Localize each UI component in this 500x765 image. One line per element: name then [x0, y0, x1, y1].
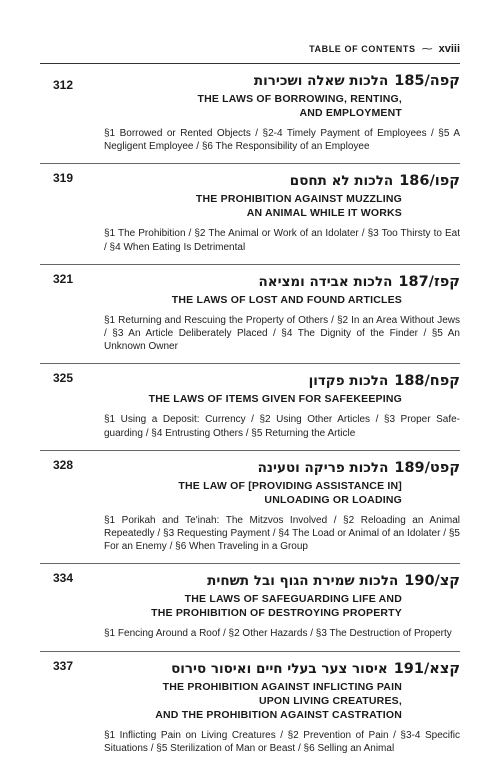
entry-page-number: 312	[53, 78, 74, 92]
hebrew-title: איסור צער בעלי חיים ואיסור סירוס	[171, 660, 388, 677]
english-title-line: THE LAW OF [PROVIDING ASSISTANCE IN]	[178, 479, 402, 492]
entry-description: §1 Inflicting Pain on Living Creatures / §2 Prevention of Pain / §3-4 Specific Situations / §5 Sterilization of Man or Beast / §6 Selling an Animal	[104, 729, 460, 754]
english-title-line: THE LAWS OF LOST AND FOUND ARTICLES	[171, 293, 402, 306]
hebrew-title: הלכות לא תחסם	[289, 173, 394, 190]
entry-heading	[40, 170, 460, 192]
siman-number: קצ/190	[404, 573, 460, 590]
header-rule	[40, 63, 460, 64]
page-header	[40, 42, 460, 55]
toc-entry[interactable]	[40, 651, 460, 755]
english-title-line: AND THE PROHIBITION AGAINST CASTRATION	[155, 708, 402, 721]
entry-heading	[40, 370, 460, 392]
english-title	[40, 680, 402, 722]
entry-page-number: 319	[53, 171, 74, 186]
toc-entry[interactable]	[40, 563, 460, 640]
entry-heading	[40, 658, 460, 680]
english-title	[40, 92, 402, 120]
hebrew-title: הלכות שאלה ושכירות	[253, 73, 389, 89]
entry-page-number: 325	[53, 371, 74, 386]
hebrew-title: הלכות פקדון	[308, 373, 389, 390]
entry-description: §1 Returning and Rescuing the Property of Others / §2 In an Area Without Jews / §3 An Article Deliberately Placed / §4 The Dignity of the Finder / §5 An Unknown Owner	[104, 314, 460, 353]
entry-description: §1 Fencing Around a Roof / §2 Other Hazards / §3 The Destruction of Property	[104, 628, 452, 640]
english-title-line: THE LAWS OF BORROWING, RENTING,	[197, 93, 402, 105]
english-title	[40, 293, 402, 307]
english-title	[40, 479, 402, 507]
entry-description: §1 The Prohibition / §2 The Animal or Work of an Idolater / §3 Too Thirsty to Eat / §4 When Eating Is Detrimental	[104, 228, 460, 253]
english-title-line: AN ANIMAL WHILE IT WORKS	[246, 207, 402, 220]
siman-number: קפט/189	[394, 459, 460, 476]
toc-entry[interactable]	[40, 450, 460, 554]
english-title-line: THE PROHIBITION OF DESTROYING PROPERTY	[151, 607, 402, 620]
english-title-line: UPON LIVING CREATURES,	[258, 694, 402, 707]
toc-entries	[40, 70, 460, 765]
entry-heading	[40, 271, 460, 293]
ornament-icon: ⁓	[421, 43, 433, 55]
entry-page-number: 328	[53, 457, 74, 472]
toc-entry[interactable]	[40, 70, 460, 153]
english-title-line: UNLOADING OR LOADING	[264, 493, 402, 506]
siman-number: קפז/187	[398, 273, 460, 290]
english-title	[40, 192, 402, 220]
entry-page-number: 321	[53, 271, 74, 286]
entry-description: §1 Borrowed or Rented Objects / §2-4 Timely Payment of Employees / §5 A Negligent Employee / §6 The Responsibility of an Employee	[104, 128, 460, 153]
entry-heading	[40, 70, 460, 92]
entry-page-number: 334	[53, 571, 74, 586]
entry-description: §1 Using a Deposit: Currency / §2 Using Other Articles / §3 Proper Safe-guarding / §4 Entrusting Others / §5 Returning the Article	[104, 414, 460, 439]
entry-heading	[40, 457, 460, 479]
toc-entry[interactable]	[40, 363, 460, 439]
hebrew-title: הלכות אבידה ומציאה	[258, 273, 393, 290]
hebrew-title: הלכות שמירת הגוף ובל תשחית	[207, 573, 399, 590]
english-title-line: THE LAWS OF ITEMS GIVEN FOR SAFEKEEPING	[148, 393, 402, 406]
english-title-line: AND EMPLOYMENT	[299, 107, 402, 119]
english-title-line: THE LAWS OF SAFEGUARDING LIFE AND	[184, 593, 402, 606]
english-title-line: THE PROHIBITION AGAINST MUZZLING	[195, 193, 402, 206]
section-title: TABLE OF CONTENTS	[309, 43, 416, 54]
hebrew-title: הלכות פריקה וטעינה	[257, 459, 389, 476]
siman-number: קפח/188	[394, 373, 460, 390]
english-title	[40, 592, 402, 620]
entry-description: §1 Porikah and Te'inah: The Mitzvos Involved / §2 Reloading an Animal Repeatedly / §3 Requesting Payment / §4 The Load or Animal of an Idolater / §5 For an Enemy / §6 When Traveling in a Group	[104, 514, 460, 553]
entry-page-number: 337	[53, 658, 74, 673]
header-page-number: xviii	[438, 42, 460, 55]
toc-entry[interactable]	[40, 163, 460, 253]
siman-number: קפה/185	[394, 73, 460, 89]
siman-number: קצא/191	[393, 660, 460, 677]
english-title-line: THE PROHIBITION AGAINST INFLICTING PAIN	[162, 680, 402, 693]
toc-entry[interactable]	[40, 264, 460, 354]
siman-number: קפו/186	[399, 173, 460, 190]
entry-heading	[40, 570, 460, 592]
english-title	[40, 392, 402, 406]
